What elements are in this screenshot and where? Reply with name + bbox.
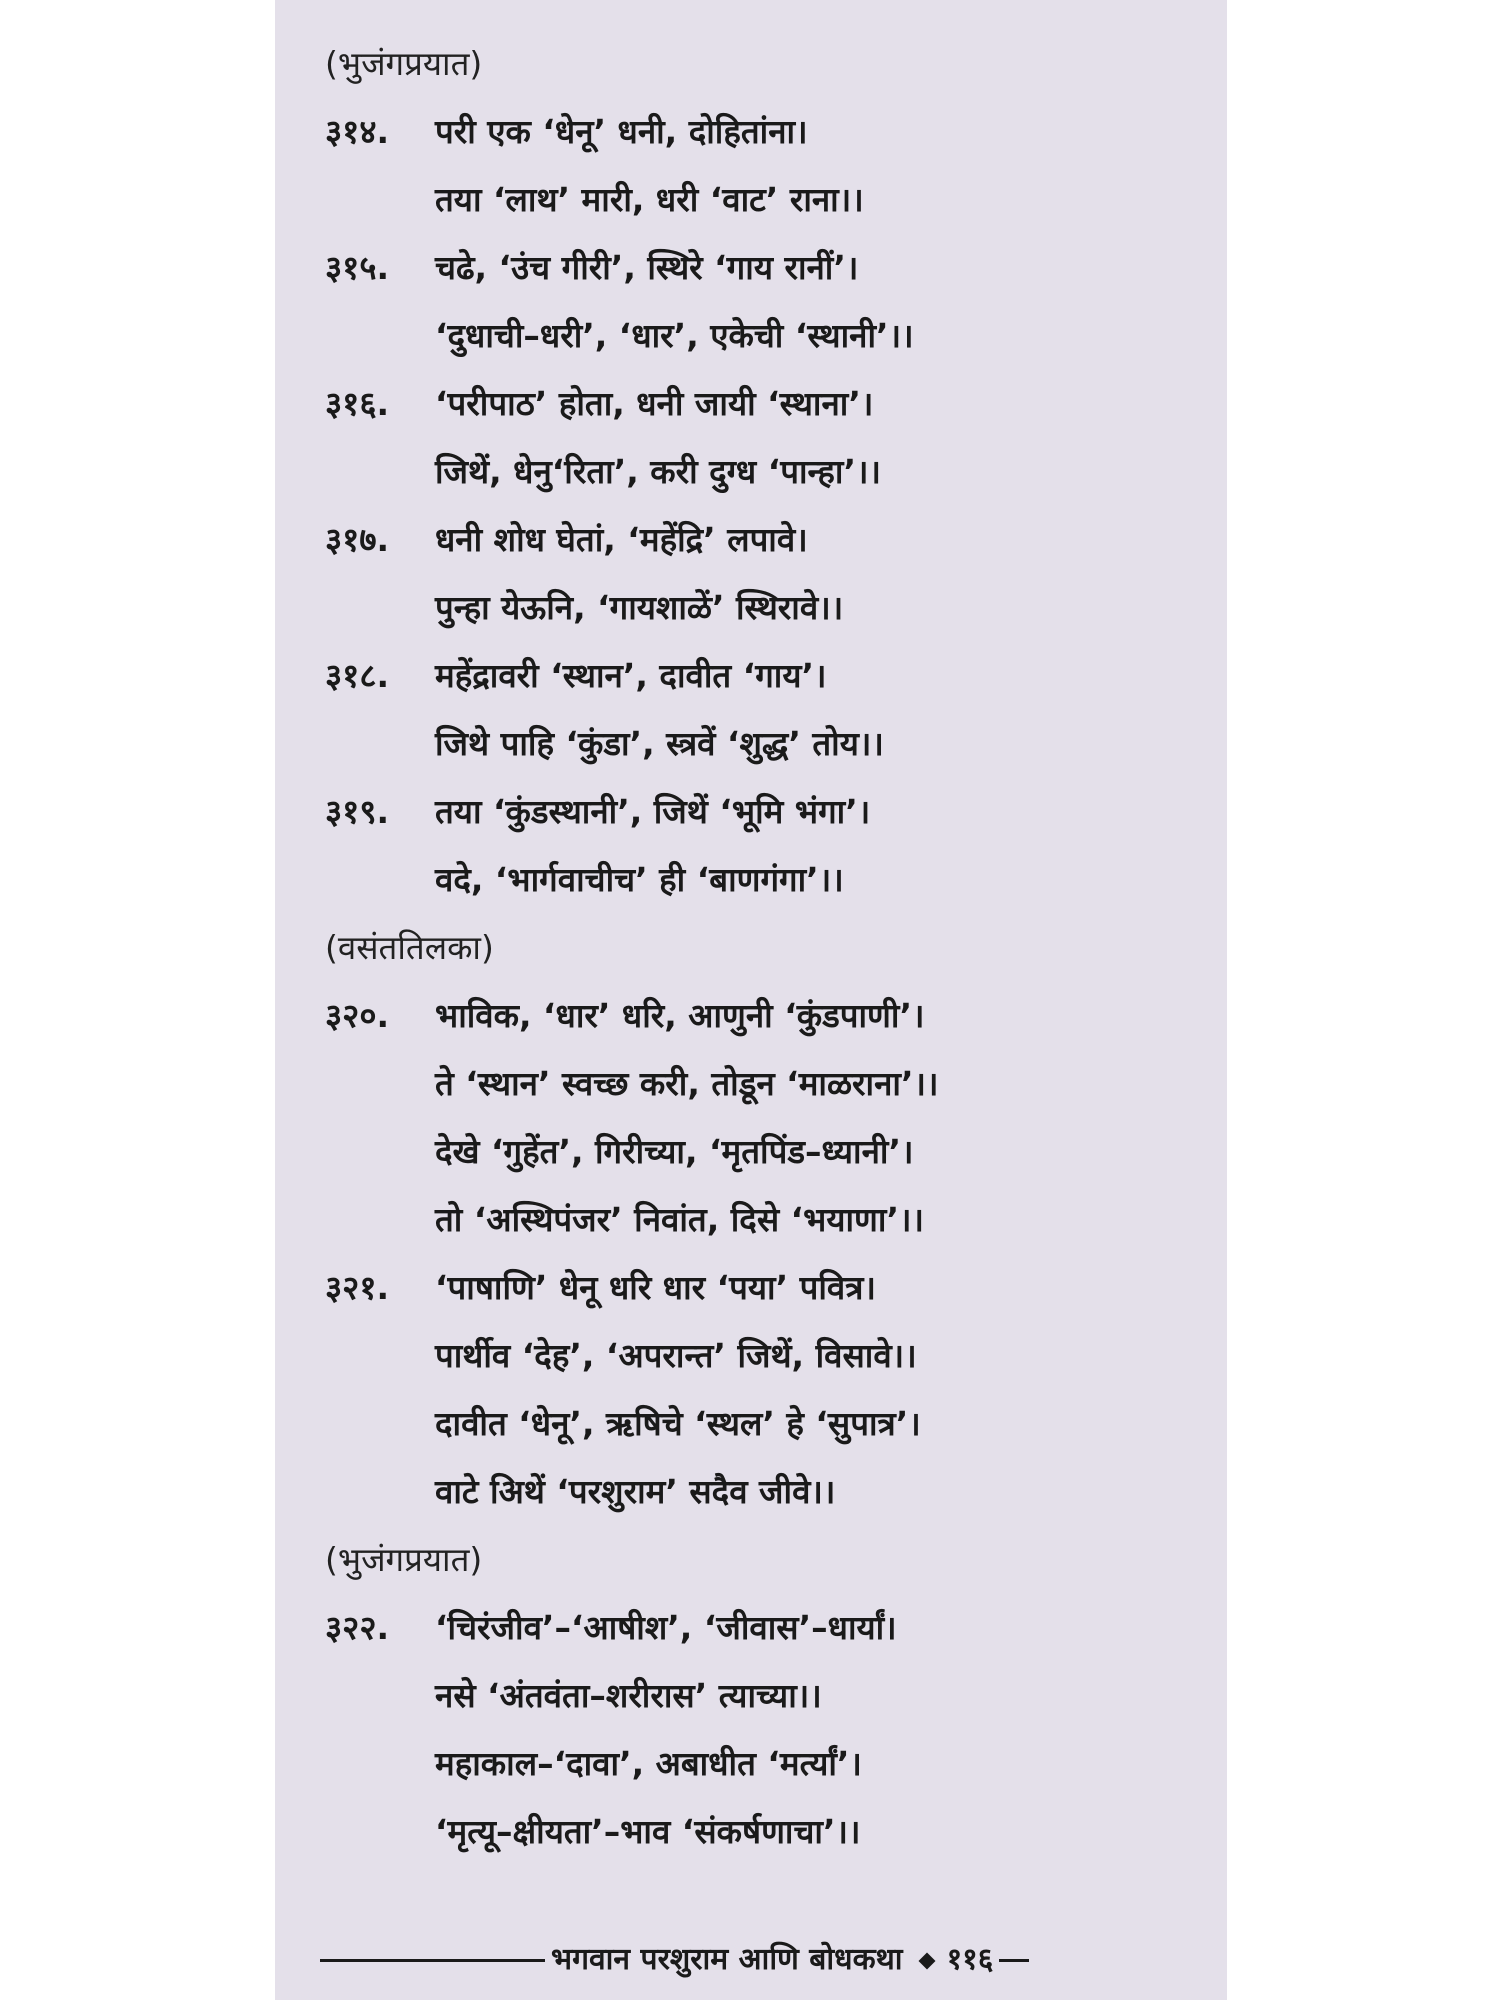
verse-content	[325, 30, 1215, 1866]
verse-line: जिथें, धेनु‘रिता’, करी दुग्ध ‘पान्हा’।।	[435, 452, 882, 491]
verse-319	[325, 778, 1215, 914]
verse-line: ‘मृत्यू–क्षीयता’–भाव ‘संकर्षणाचा’।।	[435, 1812, 861, 1851]
page-number: ११६	[946, 1942, 994, 1977]
verse-number: ३१७.	[325, 520, 390, 559]
verse-line: चढे, ‘उंच गीरी’, स्थिरे ‘गाय रानीं’।	[435, 248, 859, 287]
verse-321	[325, 1254, 1215, 1526]
verse-number: ३१८.	[325, 656, 390, 695]
verse-line: वदे, ‘भार्गवाचीच’ ही ‘बाणगंगा’।।	[435, 860, 844, 899]
verse-number: ३२०.	[325, 996, 390, 1035]
meter-heading: (भुजंगप्रयात)	[325, 44, 483, 83]
diamond-icon	[918, 1952, 935, 1969]
verse-315	[325, 234, 1215, 370]
verse-line: ‘चिरंजीव’–‘आषीश’, ‘जीवास’–धार्यां।	[435, 1608, 897, 1647]
footer-rule	[999, 1959, 1029, 1962]
verse-line: देखे ‘गुहेंत’, गिरीच्या, ‘मृतपिंड–ध्यानी’।	[435, 1132, 914, 1171]
meter-heading: (भुजंगप्रयात)	[325, 1540, 483, 1579]
verse-line: ‘दुधाची–धरी’, ‘धार’, एकेची ‘स्थानी’।।	[435, 316, 914, 355]
meter-heading: (वसंततिलका)	[325, 928, 494, 967]
verse-number: ३२२.	[325, 1608, 390, 1647]
verse-line: पुन्हा येऊनि, ‘गायशाळें’ स्थिरावे।।	[435, 588, 844, 627]
verse-line: परी एक ‘धेनू’ धनी, दोहितांना।	[435, 112, 808, 151]
verse-line: दावीत ‘धेनू’, ऋषिचे ‘स्थल’ हे ‘सुपात्र’।	[435, 1404, 921, 1443]
verse-line: महेंद्रावरी ‘स्थान’, दावीत ‘गाय’।	[435, 656, 827, 695]
verse-line: ते ‘स्थान’ स्वच्छ करी, तोडून ‘माळराना’।।	[435, 1064, 939, 1103]
book-title: भगवान परशुराम आणि बोधकथा	[551, 1942, 903, 1977]
verse-line: धनी शोध घेतां, ‘महेंद्रि’ लपावे।	[435, 520, 808, 559]
verse-line: तया ‘लाथ’ मारी, धरी ‘वाट’ राना।।	[435, 180, 864, 219]
verse-318	[325, 642, 1215, 778]
verse-line: तया ‘कुंडस्थानी’, जिथें ‘भूमि भंगा’।	[435, 792, 871, 831]
verse-320	[325, 982, 1215, 1254]
verse-322	[325, 1594, 1215, 1866]
verse-line: वाटे अिथें ‘परशुराम’ सदैव जीवे।।	[435, 1472, 836, 1511]
verse-number: ३१४.	[325, 112, 390, 151]
verse-number: ३१९.	[325, 792, 390, 831]
footer-rule	[320, 1959, 545, 1962]
page-footer	[320, 1940, 1220, 1980]
verse-line: महाकाल–‘दावा’, अबाधीत ‘मर्त्यां’।	[435, 1744, 862, 1783]
verse-line: नसे ‘अंतवंता–शरीरास’ त्याच्या।।	[435, 1676, 822, 1715]
verse-line: ‘पाषाणि’ धेनू धरि धार ‘पया’ पवित्र।	[435, 1268, 876, 1307]
verse-number: ३१६.	[325, 384, 390, 423]
verse-314	[325, 98, 1215, 234]
verse-316	[325, 370, 1215, 506]
verse-line: ‘परीपाठ’ होता, धनी जायी ‘स्थाना’।	[435, 384, 874, 423]
verse-317	[325, 506, 1215, 642]
verse-line: तो ‘अस्थिपंजर’ निवांत, दिसे ‘भयाणा’।।	[435, 1200, 924, 1239]
verse-line: जिथे पाहि ‘कुंडा’, स्त्रवें ‘शुद्ध’ तोय।।	[435, 724, 884, 763]
verse-number: ३२१.	[325, 1268, 390, 1307]
book-page	[275, 0, 1227, 2000]
verse-number: ३१५.	[325, 248, 390, 287]
verse-line: भाविक, ‘धार’ धरि, आणुनी ‘कुंडपाणी’।	[435, 996, 925, 1035]
verse-line: पार्थीव ‘देह’, ‘अपरान्त’ जिथें, विसावे।।	[435, 1336, 917, 1375]
